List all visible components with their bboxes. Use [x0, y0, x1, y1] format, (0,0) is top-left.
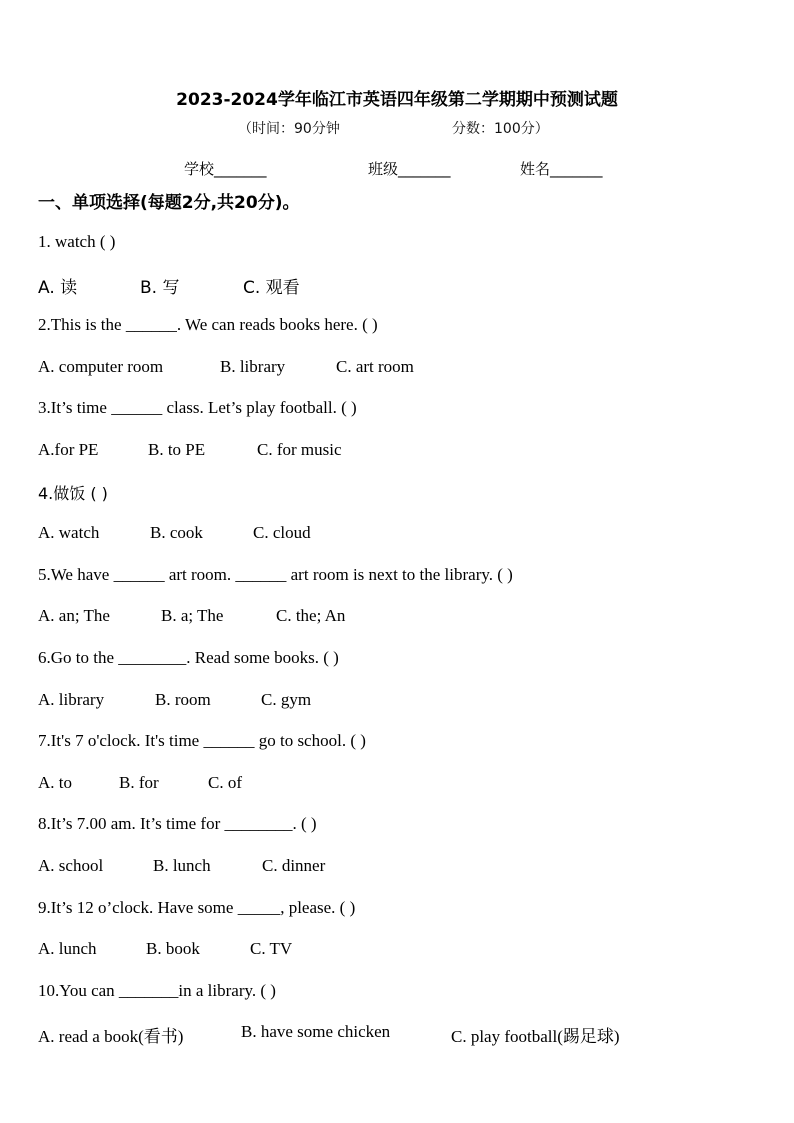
option-1-c: C. 观看	[243, 278, 300, 298]
school-field: 学校_______	[184, 160, 267, 178]
page-title: 2023-2024学年临江市英语四年级第二学期期中预测试题	[176, 90, 618, 110]
question-6: 6.Go to the ________. Read some books. ( )	[38, 648, 339, 667]
question-5: 5.We have ______ art room. ______ art room is next to the library. ( )	[38, 565, 513, 584]
option-1-a: A. 读	[38, 278, 78, 298]
option-10-c: C. play football(踢足球)	[451, 1027, 620, 1046]
option-3-a: A.for PE	[38, 440, 99, 459]
option-9-b: B. book	[146, 939, 200, 958]
option-2-a: A. computer room	[38, 357, 164, 376]
option-8-a: A. school	[38, 856, 104, 875]
option-9-c: C. TV	[250, 939, 293, 958]
option-5-a: A. an; The	[38, 606, 110, 625]
option-4-b: B. cook	[150, 523, 203, 542]
option-8-c: C. dinner	[262, 856, 326, 875]
option-7-a: A. to	[38, 773, 72, 792]
question-10: 10.You can _______in a library. ( )	[38, 981, 276, 1000]
option-10-b: B. have some chicken	[241, 1022, 391, 1041]
question-3: 3.It’s time ______ class. Let’s play football. ( )	[38, 398, 357, 417]
question-2: 2.This is the ______. We can reads books here. ( )	[38, 315, 378, 334]
question-8: 8.It’s 7.00 am. It’s time for ________. ( )	[38, 814, 317, 833]
section-title: 一、单项选择(每题2分,共20分)。	[38, 193, 300, 213]
option-2-b: B. library	[220, 357, 286, 376]
option-5-b: B. a; The	[161, 606, 224, 625]
option-10-a: A. read a book(看书)	[38, 1027, 184, 1046]
option-1-b: B. 写	[140, 278, 180, 298]
question-7: 7.It's 7 o'clock. It's time ______ go to school. ( )	[38, 731, 366, 750]
exam-score: 分数：100分）	[452, 121, 549, 137]
question-4-text: 4.做饭 ( )	[38, 484, 108, 503]
option-3-b: B. to PE	[148, 440, 206, 459]
option-4-c: C. cloud	[253, 523, 311, 542]
question-4	[38, 481, 108, 504]
option-7-b: B. for	[119, 773, 159, 792]
option-9-a: A. lunch	[38, 939, 97, 958]
exam-time: （时间：90分钟	[238, 121, 340, 137]
option-2-c: C. art room	[336, 357, 414, 376]
name-field: 姓名_______	[520, 160, 603, 178]
class-field: 班级_______	[368, 160, 451, 178]
option-8-b: B. lunch	[153, 856, 211, 875]
option-7-c: C. of	[208, 773, 242, 792]
option-3-c: C. for music	[257, 440, 342, 459]
option-6-a: A. library	[38, 690, 105, 709]
option-4-a: A. watch	[38, 523, 100, 542]
option-6-c: C. gym	[261, 690, 312, 709]
question-9: 9.It’s 12 o’clock. Have some _____, please. ( )	[38, 898, 356, 917]
question-1: 1. watch ( )	[38, 232, 116, 251]
option-5-c: C. the; An	[276, 606, 346, 625]
option-6-b: B. room	[155, 690, 211, 709]
